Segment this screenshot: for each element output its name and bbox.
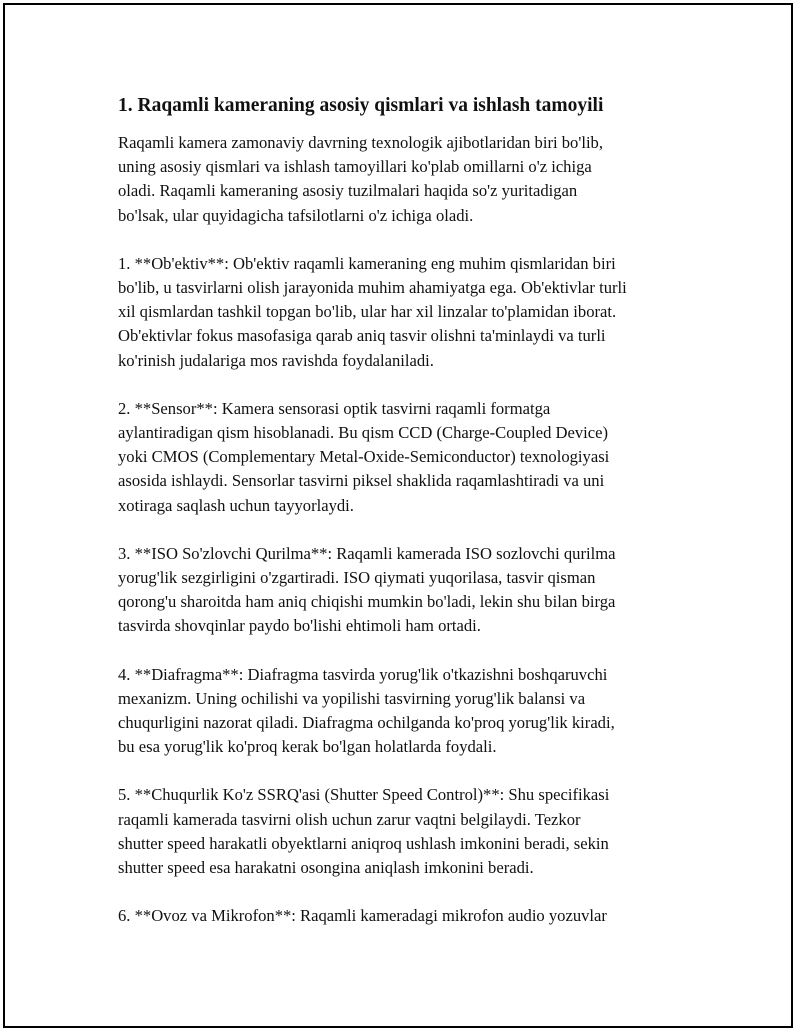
paragraph-diafragma: 4. **Diafragma**: Diafragma tasvirda yorug'lik o'tkazishni boshqaruvchi mexanizm. Uning ochilishi va yopilishi tasvirning yorug'lik balansi va chuqurligini nazorat qiladi. Diafragma ochilganda ko'proq yorug'lik kiradi, bu esa yorug'lik ko'proq kerak bo'lgan holatlarda foydali. <box>118 664 615 757</box>
paragraph-sensor: 2. **Sensor**: Kamera sensorasi optik tasvirni raqamli formatga aylantiradigan qism hisoblanadi. Bu qism CCD (Charge-Coupled Device) yoki CMOS (Complementary Metal-Oxide-Semiconductor) texnologiyasi asosida ishlaydi. Sensorlar tasvirni piksel shaklida raqamlashtiradi va uni xotiraga saqlash uchun tayyorlaydi. <box>118 398 610 515</box>
section-heading: 1. Raqamli kameraning asosiy qismlari va ishlash tamoyili <box>118 95 604 116</box>
paragraph-iso: 3. **ISO So'zlovchi Qurilma**: Raqamli kamerada ISO sozlovchi qurilma yorug'lik sezgirligini o'zgartiradi. ISO qiymati yuqorilasa, tasvir qisman qorong'u sharoitda ham aniq chiqishi mumkin bo'ladi, lekin shu bilan birga tasvirda shovqinlar paydo bo'lishi ehtimoli ham ortadi. <box>118 543 616 636</box>
document-body <box>118 93 698 952</box>
paragraph-mikrofon: 6. **Ovoz va Mikrofon**: Raqamli kameradagi mikrofon audio yozuvlar <box>118 906 607 926</box>
intro-paragraph: Raqamli kamera zamonaviy davrning texnologik ajibotlaridan biri bo'lib, uning asosiy qismlari va ishlash tamoyillari ko'plab omillarni o'z ichiga oladi. Raqamli kameraning asosiy tuzilmalari haqida so'z yuritadigan bo'lsak, ular quyidagicha tafsilotlarni o'z ichiga oladi. <box>118 133 604 225</box>
paragraph-shutter: 5. **Chuqurlik Ko'z SSRQ'asi (Shutter Speed Control)**: Shu specifikasi raqamli kamerada tasvirni olish uchun zarur vaqtni belgilaydi. Tezkor shutter speed harakatli obyektlarni aniqroq ushlash imkonini beradi, sekin shutter speed esa harakatni osongina aniqlash imkonini beradi. <box>118 785 610 878</box>
paragraph-objektiv: 1. **Ob'ektiv**: Ob'ektiv raqamli kameraning eng muhim qismlaridan biri bo'lib, u tasvirlarni olish jarayonida muhim ahamiyatga ega. Ob'ektivlar turli xil qismlardan tashkil topgan bo'lib, ular har xil linzalar to'plamidan iborat. Ob'ektivlar fokus masofasiga qarab aniq tasvir olishni ta'minlaydi va turli ko'rinish judalariga mos ravishda foydalaniladi. <box>118 253 627 370</box>
